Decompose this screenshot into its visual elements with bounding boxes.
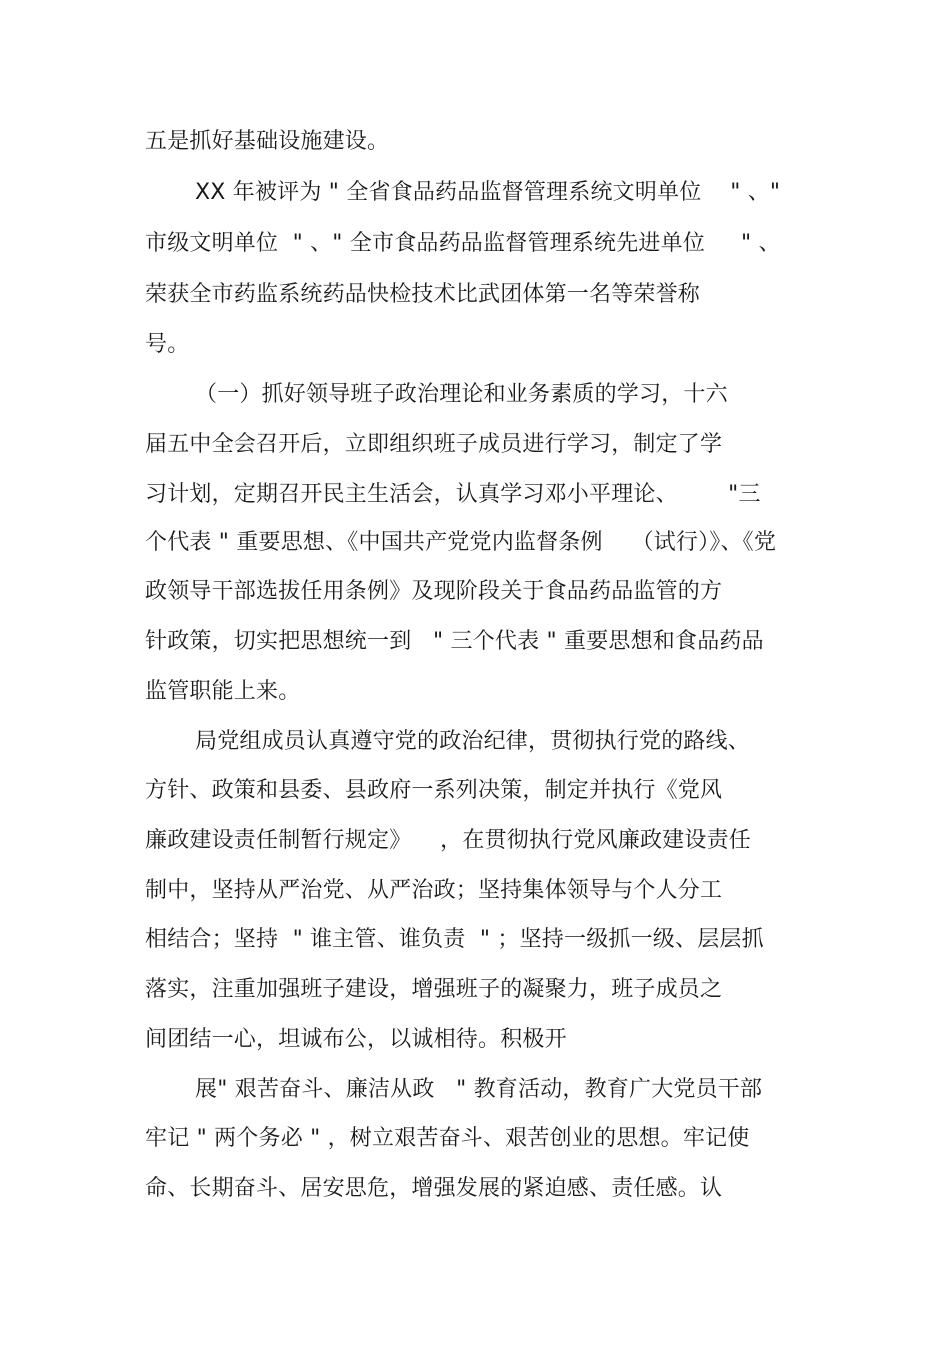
text-line-20: 展" 艰苦奋斗、廉洁从政 " 教育活动，教育广大党员干部	[195, 1077, 763, 1102]
text-line-10: 政领导干部选拔任用条例》及现阶段关于食品药品监管的方	[145, 579, 723, 604]
text-line-21: 牢记 " 两个务必 " ，树立艰苦奋斗、艰苦创业的思想。牢记使	[145, 1126, 750, 1151]
text-line-18: 落实，注重加强班子建设，增强班子的凝聚力，班子成员之	[145, 977, 723, 1002]
text-line-19: 间团结一心，坦诚布公，以诚相待。积极开	[145, 1027, 567, 1052]
text-line-13: 局党组成员认真遵守党的政治纪律，贯彻执行党的路线、	[195, 729, 751, 754]
text-line-15: 廉政建设责任制暂行规定》 ，在贯彻执行党风廉政建设责任	[145, 828, 751, 853]
text-line-17: 相结合；坚持 " 谁主管、谁负责 " ；坚持一级抓一级、层层抓	[145, 927, 764, 952]
text-line-1: 五是抓好基础设施建设。	[145, 129, 390, 154]
text-line-22: 命、长期奋斗、居安思危，增强发展的紧迫感、责任感。认	[145, 1176, 723, 1201]
text-line-5: 号。	[145, 332, 190, 357]
text-line-6: （一）抓好领导班子政治理论和业务素质的学习，十六	[195, 382, 728, 407]
text-line-3: 市级文明单位 " 、" 全市食品药品监督管理系统先进单位 " 、	[145, 231, 781, 256]
text-line-7: 届五中全会召开后，立即组织班子成员进行学习，制定了学	[145, 432, 723, 457]
text-line-14: 方针、政策和县委、县政府一系列决策，制定并执行《党风	[145, 778, 723, 803]
text-line-4: 荣获全市药监系统药品快检技术比武团体第一名等荣誉称	[145, 282, 701, 307]
text-line-16: 制中，坚持从严治党、从严治政；坚持集体领导与个人分工	[145, 878, 723, 903]
text-line-11: 针政策，切实把思想统一到 " 三个代表 " 重要思想和食品药品	[145, 629, 764, 654]
text-line-9: 个代表 " 重要思想、《中国共产党党内监督条例 （试行）》、《党	[145, 530, 777, 555]
text-line-2: XX 年被评为 " 全省食品药品监督管理系统文明单位 " 、"	[195, 180, 781, 205]
text-line-12: 监管职能上来。	[145, 679, 301, 704]
text-line-8: 习计划，定期召开民主生活会，认真学习邓小平理论、 "三	[145, 482, 761, 507]
